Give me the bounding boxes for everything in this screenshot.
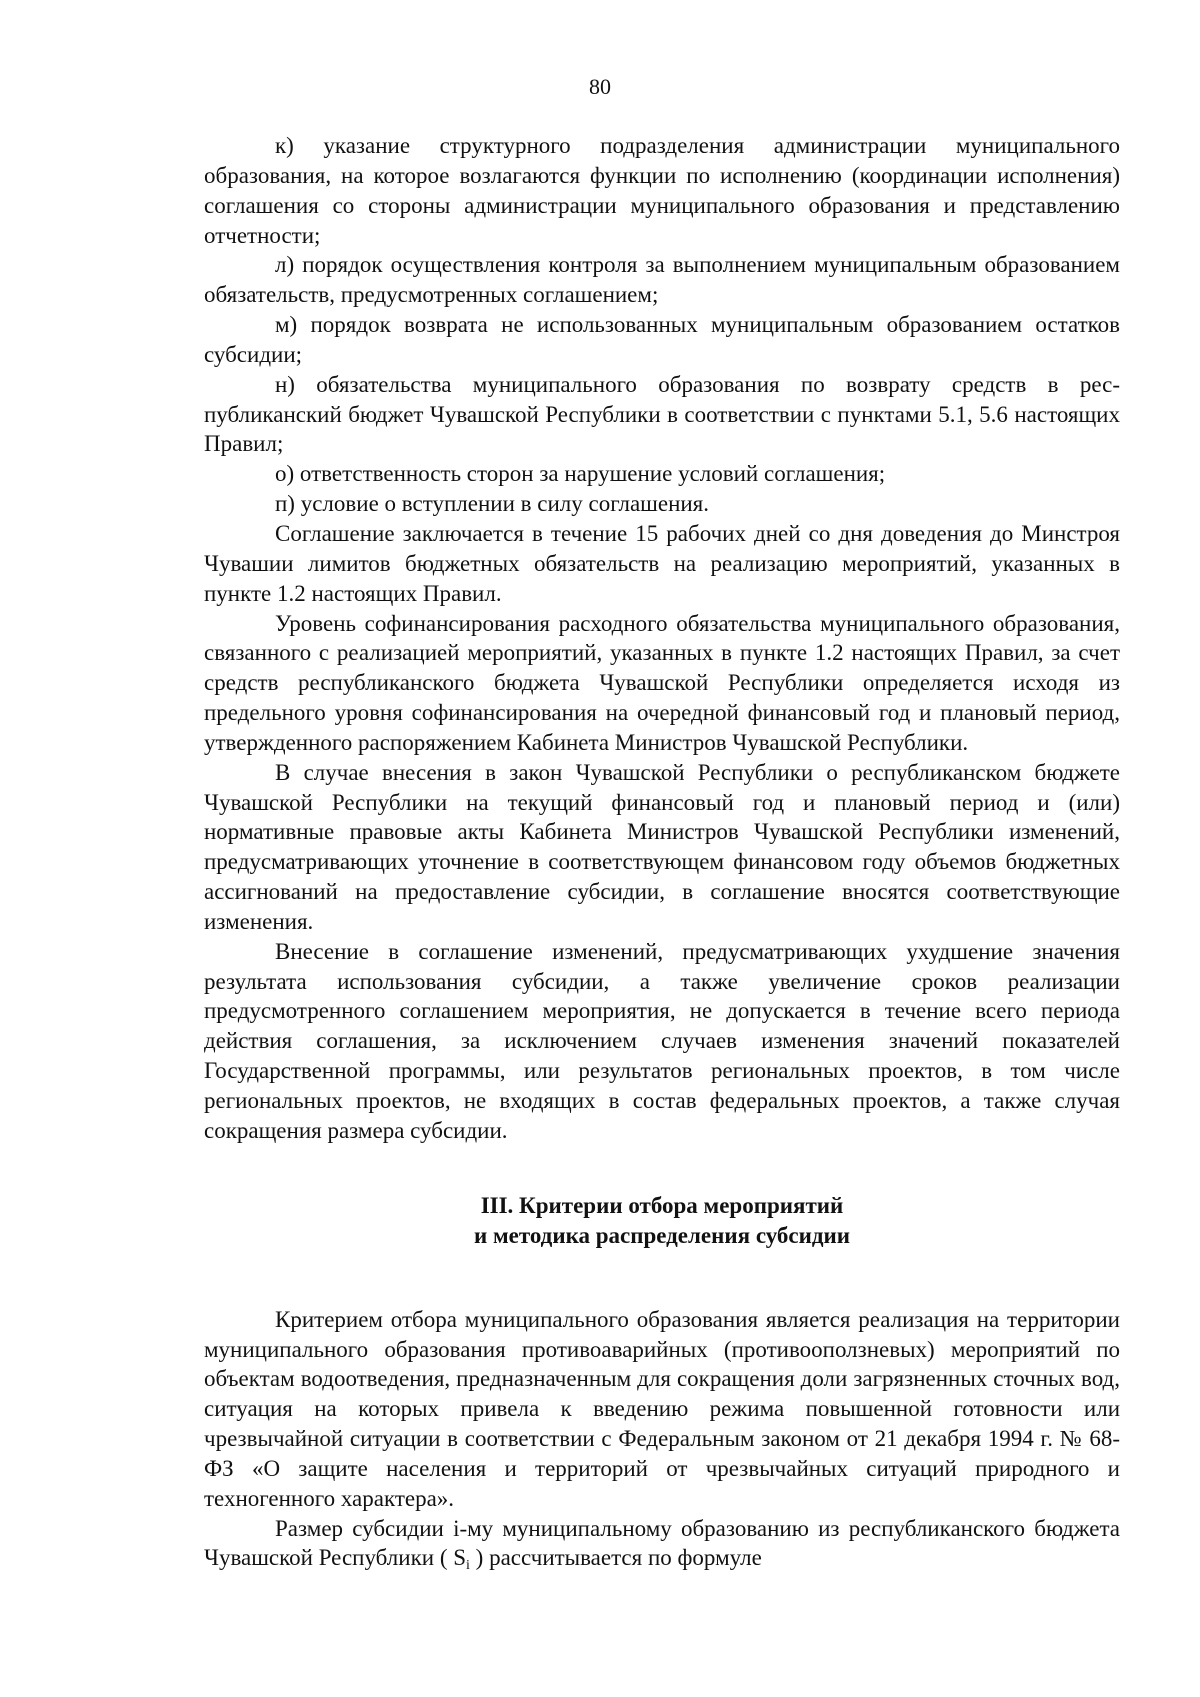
subsidy-subscript-i: i: [466, 1558, 470, 1574]
paragraph-agreement-term: Соглашение заключается в течение 15 рабочих дней со дня доведения до Минстроя Чувашии лимитов бюджетных обязательств на реализацию мероприятий, указанных в пункте 1.2 настоящих Правил.: [204, 520, 1120, 606]
subsidy-size-text-after: ) рассчитывается по формуле: [469, 1545, 762, 1571]
paragraph-subsidy-size: [204, 1514, 1120, 1582]
paragraph-agreement-amendments: Внесение в соглашение изменений, предусматривающих ухудшение значения результата использования субсидии, а также увеличение сроков реализации предусмотренного соглашением мероприятия, не допускается в течение всего периода действия соглашения, за исключением случаев изменения значений показателей Государственной программы, или результатов региональных проектов, в том числе региональных проектов, не входящих в состав федеральных проектов, а также случая сокращения размера субсидии.: [204, 938, 1120, 1143]
paragraph-selection-criterion: Критерием отбора муниципального образования является реализация на территории муниципального образования противоаварийных (противооползневых) мероприятий по объектам водоотведения, предназначенным для сокращения доли загрязненных сточных вод, ситуация на которых привела к введению режима повышенной готовности или чрезвычайной ситуации в соответствии с Федеральным законом от 21 декабря 1994 г. № 68-ФЗ «О защите населения и территорий от чрезвычайных ситуаций природного и техногенного характера».: [204, 1306, 1120, 1511]
paragraph-item-o: о) ответственность сторон за нарушение условий соглашения;: [275, 461, 886, 487]
paragraph-item-m: м) порядок возврата не использованных муниципальным образованием остатков субсидии;: [204, 312, 1120, 367]
paragraph-budget-changes: В случае внесения в закон Чувашской Республики о республиканском бюджете Чувашской Республики на текущий финансовый год и плановый период и (или) нормативные правовые акты Кабинета Министров Чувашской Республики изменений, предусматривающих уточнение в соответствующем финансовом году объемов бюджетных ассигнований на предоставление субсидии, в соглашение вносятся соответствующие изменения.: [204, 759, 1120, 934]
subsidy-size-text-before: Размер субсидии i-му муниципальному образованию из республиканского бюджета Чувашской Республики ( S: [204, 1515, 1120, 1571]
section-heading: [204, 1191, 1120, 1251]
paragraph-cofinancing-level: Уровень софинансирования расходного обязательства муниципального образования, связанного с реализацией мероприятий, указанных в пункте 1.2 настоящих Правил, за счет средств республиканского бюджета Чувашской Республики определяется исходя из предельного уровня софинансирования на очередной финансовый год и плановый период, утвержденного распоряжением Кабинета Министров Чувашской Республики.: [204, 610, 1120, 755]
paragraph-item-k: к) указание структурного подразделения администрации муниципального образования, на которое возлагаются функции по исполнению (координации исполнения) соглашения со стороны администрации муниципального образования и представлению отчетности;: [204, 133, 1120, 248]
section-heading-line-2: и методика распределения субсидии: [473, 1222, 851, 1248]
page-number: 80: [589, 74, 611, 99]
paragraph-item-n: н) обязательства муниципального образования по возврату средств в республиканский бюджет Чувашской Республики в соответствии с пунктами 5.1, 5.6 настоящих Правил;: [204, 371, 1120, 457]
section-heading-line-1: III. Критерии отбора мероприятий: [480, 1192, 844, 1218]
paragraph-item-p: п) условие о вступлении в силу соглашения.: [275, 491, 710, 517]
paragraph-item-l: л) порядок осуществления контроля за выполнением муниципальным образованием обязательств, предусмотренных соглашением;: [204, 252, 1120, 308]
document-body: [204, 131, 1120, 1581]
